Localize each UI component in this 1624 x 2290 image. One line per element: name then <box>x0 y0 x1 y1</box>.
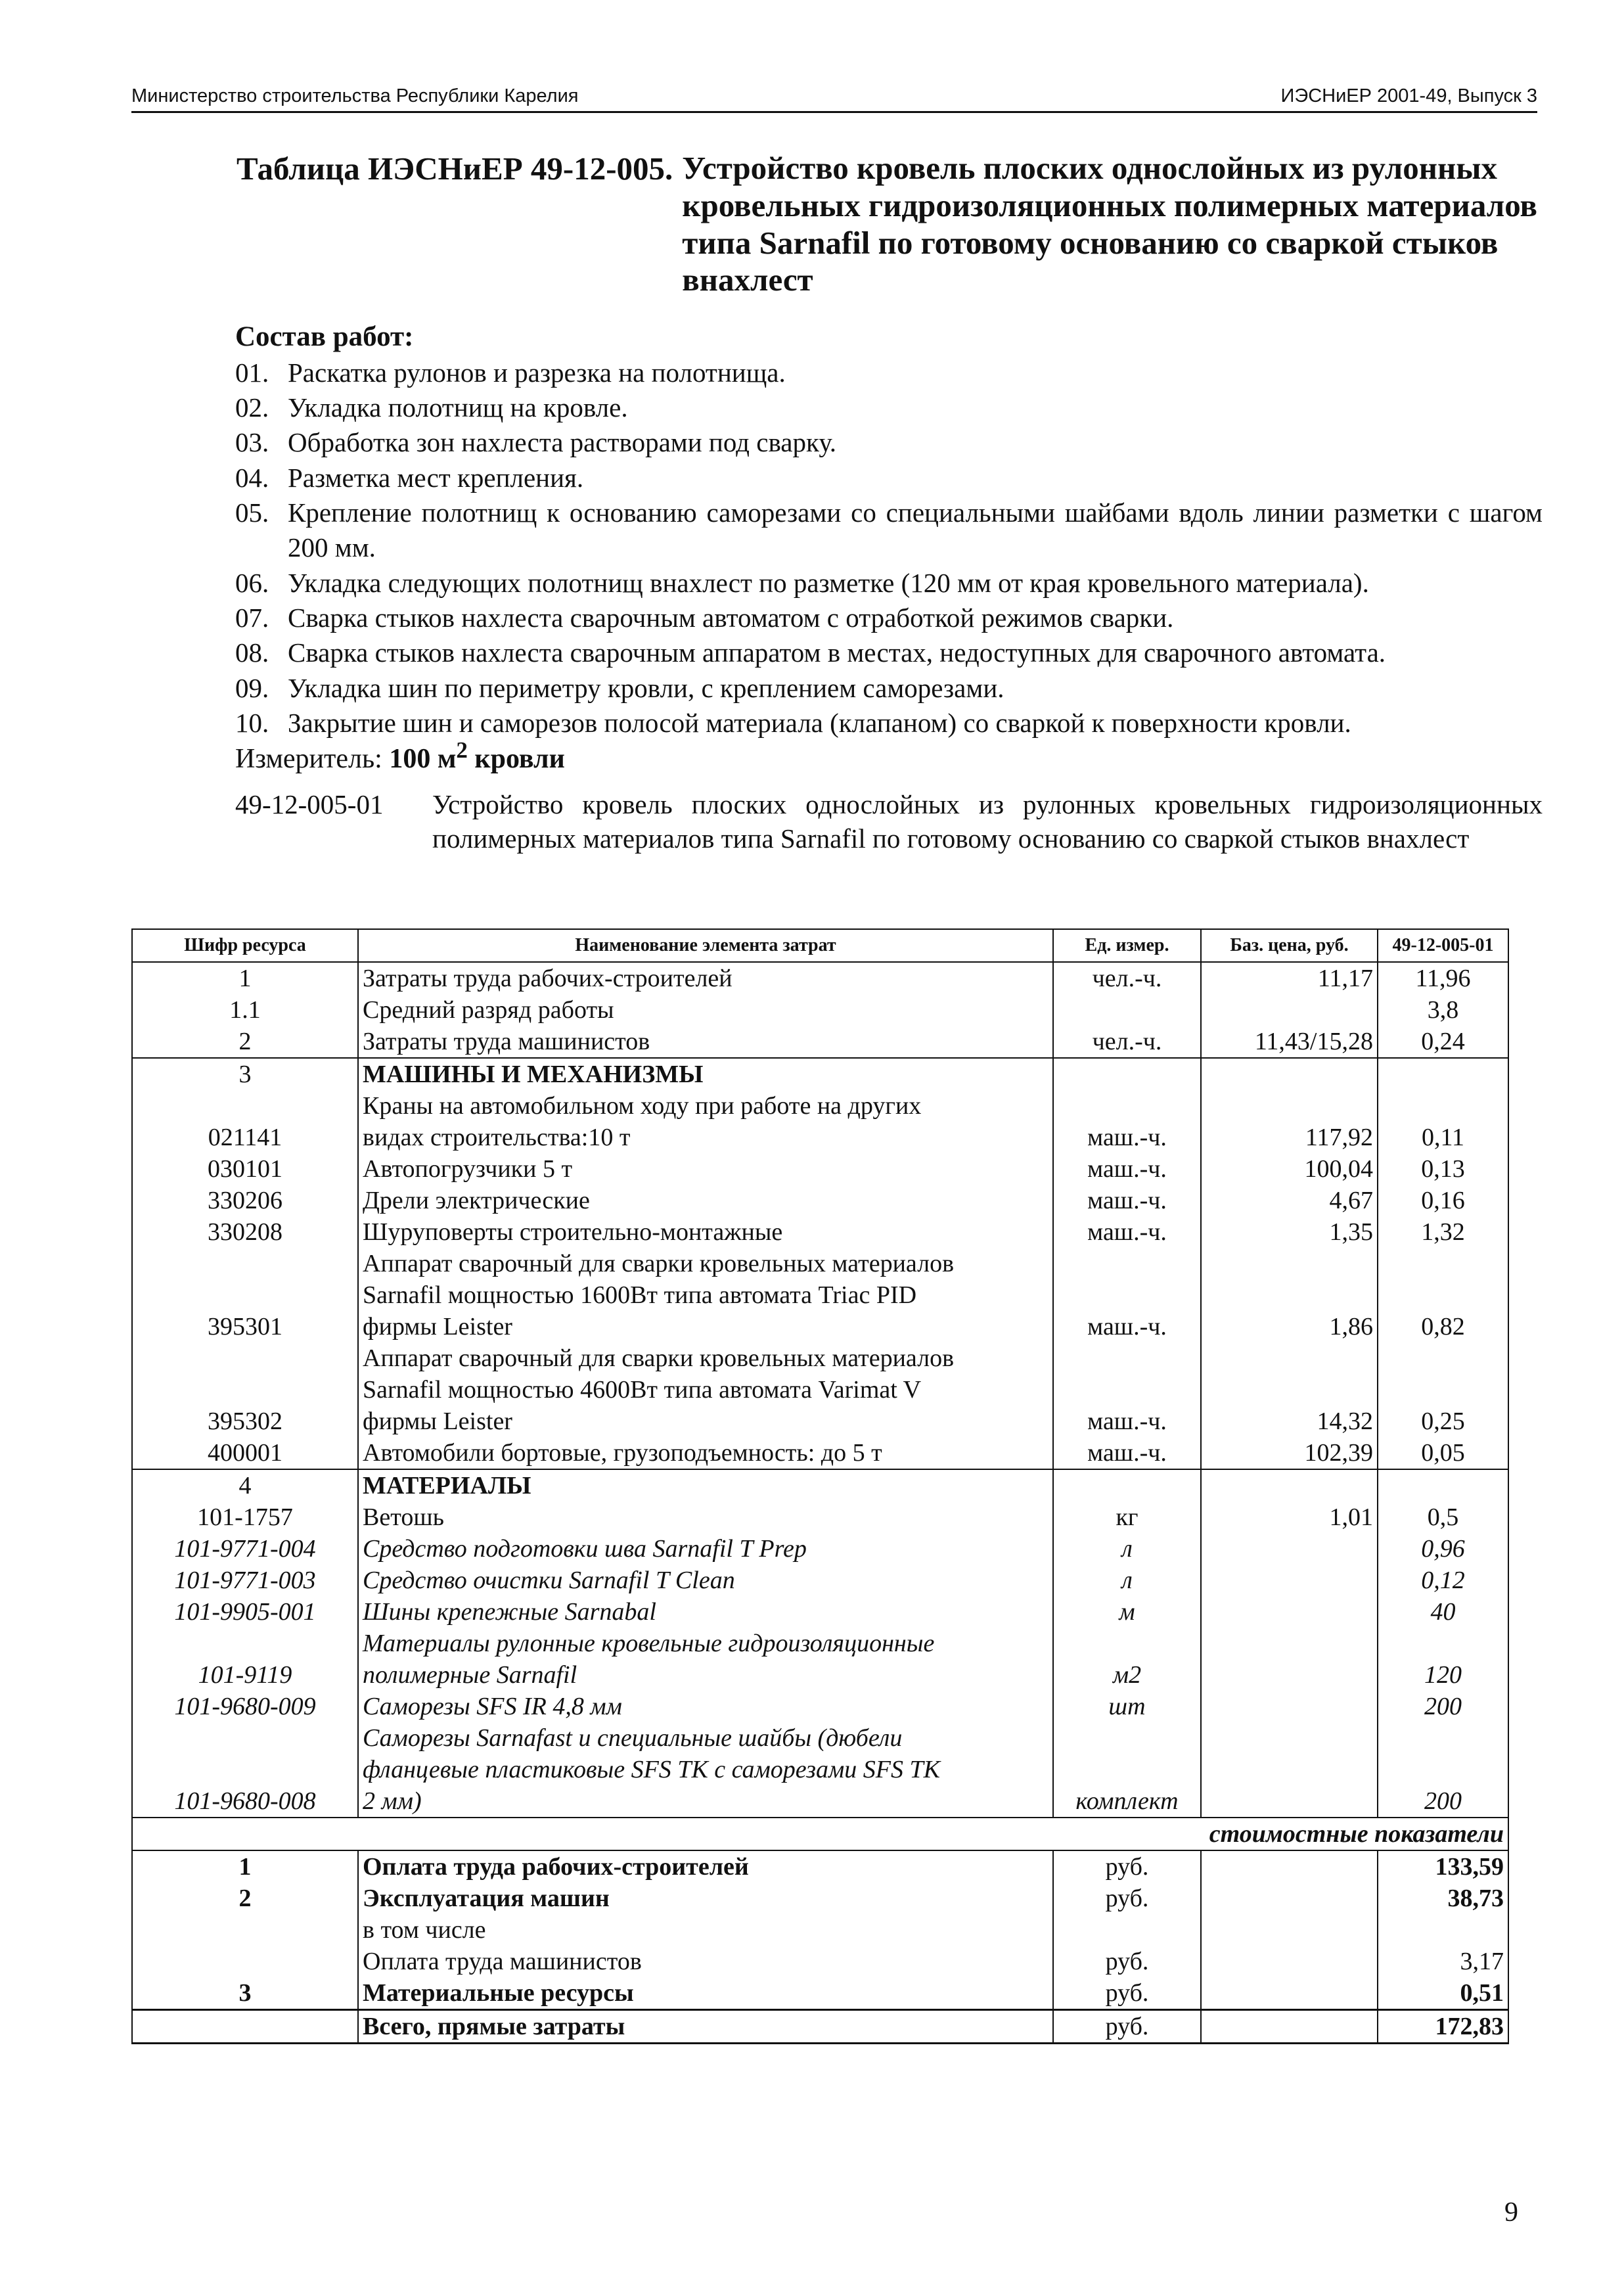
cost-element-name <box>358 1185 1053 1216</box>
table-row <box>132 1628 1508 1691</box>
table-row <box>132 1469 1508 1501</box>
unit: л <box>1053 1533 1201 1565</box>
base-price <box>1201 1596 1378 1628</box>
cost-element-name: Затраты труда машинистов <box>358 1026 1053 1058</box>
cost-value: 0,51 <box>1378 1977 1508 2010</box>
base-price <box>1201 1469 1378 1501</box>
base-price: 11,43/15,28 <box>1201 1026 1378 1058</box>
norm-value: 0,24 <box>1378 1026 1508 1058</box>
section-code: 3 <box>132 1058 358 1090</box>
header-collection: ИЭСНиЕР 2001-49, Выпуск 3 <box>1280 85 1537 106</box>
works-list <box>235 319 1543 741</box>
work-item-num: 03. <box>235 427 269 458</box>
table-row <box>132 1501 1508 1533</box>
name-line: Аппарат сварочный для сварки кровельных материалов <box>363 1344 955 1372</box>
cost-element-name <box>358 1501 1053 1533</box>
meter-label: Измеритель: <box>235 744 382 774</box>
name-line: Автомобили бортовые, грузоподъемность: до 5 т <box>363 1439 882 1467</box>
work-item-text: Раскатка рулонов и разрезка на полотнища. <box>288 357 786 388</box>
base-price <box>1201 1058 1378 1090</box>
cost-element-name: Затраты труда рабочих-строителей <box>358 962 1053 994</box>
norm-value: 0,13 <box>1378 1153 1508 1185</box>
work-item-text: Крепление полотнищ к основанию саморезами со специальными шайбами вдоль линии разметки с шагом 200 мм. <box>288 497 1543 563</box>
work-item-text: Закрытие шин и саморезов полосой материала (клапаном) со сваркой к поверхности кровли. <box>288 707 1351 738</box>
work-item-text: Укладка полотнищ на кровле. <box>288 392 628 423</box>
table-title <box>237 150 1544 299</box>
work-item-num: 10. <box>235 707 269 738</box>
name-line: фирмы Leister <box>363 1313 512 1340</box>
work-item-num: 06. <box>235 567 269 598</box>
cost-value: 3,17 <box>1378 1946 1508 1977</box>
norm-value: 1,32 <box>1378 1216 1508 1248</box>
table-body <box>132 962 1508 2044</box>
work-item-num: 04. <box>235 462 269 493</box>
cost-value: 133,59 <box>1378 1850 1508 1883</box>
cost-element-name <box>358 1216 1053 1248</box>
title-text: Устройство кровель плоских однослойных из рулонных кровельных гидроизоляционных полимерных материалов типа Sarnafil по готовому основанию со сваркой стыков внахлест <box>682 150 1538 298</box>
table-row <box>132 1977 1508 2010</box>
norm-value: 0,05 <box>1378 1437 1508 1469</box>
table-row <box>132 1565 1508 1596</box>
total-name: Всего, прямые затраты <box>358 2010 1053 2044</box>
section-title-materials: МАТЕРИАЛЫ <box>358 1469 1053 1501</box>
work-item-num: 08. <box>235 637 269 668</box>
norm-value: 0,96 <box>1378 1533 1508 1565</box>
unit: м <box>1053 1596 1201 1628</box>
name-line: Материалы рулонные кровельные гидроизоляционные <box>363 1630 935 1657</box>
cost-element-name <box>358 1722 1053 1818</box>
norm-value: 0,16 <box>1378 1185 1508 1216</box>
norm-value: 0,11 <box>1378 1090 1508 1153</box>
name-line: полимерные Sarnafil <box>363 1661 577 1689</box>
name-line: Sarnafil мощностью 4600Вт типа автомата Varimat V <box>363 1376 922 1404</box>
norm-code: 49-12-005-01 <box>235 789 384 819</box>
norm-value: 200 <box>1378 1691 1508 1722</box>
cost-name: Оплата труда рабочих-строителей <box>358 1850 1053 1883</box>
base-price: 4,67 <box>1201 1185 1378 1216</box>
norm-value: 0,12 <box>1378 1565 1508 1596</box>
th-code: Шифр ресурса <box>132 929 358 962</box>
table-row <box>132 1914 1508 1946</box>
unit: руб. <box>1053 1883 1201 1914</box>
norm-value: 0,82 <box>1378 1248 1508 1342</box>
work-item-text: Разметка мест крепления. <box>288 462 584 493</box>
work-item <box>235 706 1543 741</box>
work-item-text: Укладка шин по периметру кровли, с креплением саморезами. <box>288 672 1004 703</box>
cost-value <box>1378 1914 1508 1946</box>
table-row <box>132 1818 1508 1850</box>
work-item <box>235 566 1543 601</box>
th-norm: 49-12-005-01 <box>1378 929 1508 962</box>
base-price: 1,01 <box>1201 1501 1378 1533</box>
cost-code <box>132 1946 358 1977</box>
unit: руб. <box>1053 1850 1201 1883</box>
resource-code: 101-9119 <box>132 1628 358 1691</box>
cost-element-name <box>358 1628 1053 1691</box>
base-price: 1,35 <box>1201 1216 1378 1248</box>
resource-code: 101-9680-008 <box>132 1722 358 1818</box>
unit: комплект <box>1053 1722 1201 1818</box>
unit: кг <box>1053 1501 1201 1533</box>
base-price <box>1201 1565 1378 1596</box>
work-item <box>235 601 1543 635</box>
norm-value: 120 <box>1378 1628 1508 1691</box>
table-row <box>132 2010 1508 2044</box>
base-price <box>1201 1722 1378 1818</box>
resource-code: 330208 <box>132 1216 358 1248</box>
title-prefix: Таблица ИЭСНиЕР 49-12-005. <box>237 150 673 187</box>
unit: руб. <box>1053 2010 1201 2044</box>
cost-code: 1 <box>132 1850 358 1883</box>
cost-code: 3 <box>132 1977 358 2010</box>
norm-description: Устройство кровель плоских однослойных из рулонных кровельных гидроизоляционных полимерных материалов типа Sarnafil по готовому основанию со сваркой стыков внахлест <box>432 789 1543 854</box>
base-price <box>1201 1691 1378 1722</box>
th-price: Баз. цена, руб. <box>1201 929 1378 962</box>
base-price <box>1201 1883 1378 1914</box>
cost-name: в том числе <box>358 1914 1053 1946</box>
unit: маш.-ч. <box>1053 1342 1201 1437</box>
work-item <box>235 390 1543 425</box>
unit: маш.-ч. <box>1053 1216 1201 1248</box>
work-item <box>235 495 1543 566</box>
unit: м2 <box>1053 1628 1201 1691</box>
page-number: 9 <box>1504 2197 1518 2228</box>
work-item-num: 01. <box>235 357 269 388</box>
table-row <box>132 962 1508 994</box>
section-title-machines: МАШИНЫ И МЕХАНИЗМЫ <box>358 1058 1053 1090</box>
table-header-row <box>132 929 1508 962</box>
cost-element-name <box>358 1153 1053 1185</box>
table-row <box>132 1850 1508 1883</box>
name-line: фланцевые пластиковые SFS TK с саморезами SFS TK <box>363 1756 940 1783</box>
resource-code: 021141 <box>132 1090 358 1153</box>
name-line: Аппарат сварочный для сварки кровельных материалов <box>363 1250 955 1277</box>
work-item-text: Сварка стыков нахлеста сварочным аппаратом в местах, недоступных для сварочного автомата. <box>288 637 1386 668</box>
norm-value: 40 <box>1378 1596 1508 1628</box>
resource-code: 101-1757 <box>132 1501 358 1533</box>
work-item-text: Обработка зон нахлеста растворами под сварку. <box>288 427 836 458</box>
norm-value <box>1378 1058 1508 1090</box>
resource-code: 2 <box>132 1026 358 1058</box>
table-row <box>132 1216 1508 1248</box>
table-row <box>132 1596 1508 1628</box>
resource-code: 101-9905-001 <box>132 1596 358 1628</box>
unit <box>1053 1914 1201 1946</box>
cost-element-name <box>358 1565 1053 1596</box>
cost-code: 2 <box>132 1883 358 1914</box>
unit: руб. <box>1053 1946 1201 1977</box>
cost-element-name: Средний разряд работы <box>358 994 1053 1026</box>
meter-sup: 2 <box>456 737 468 763</box>
base-price: 11,17 <box>1201 962 1378 994</box>
table-row <box>132 1691 1508 1722</box>
section-code: 4 <box>132 1469 358 1501</box>
meter-unit: кровли <box>474 744 565 774</box>
name-line: Средство очистки Sarnafil T Clean <box>363 1567 735 1594</box>
unit: маш.-ч. <box>1053 1090 1201 1153</box>
table-row <box>132 1248 1508 1342</box>
norm-value: 0,5 <box>1378 1501 1508 1533</box>
table-row <box>132 1153 1508 1185</box>
cost-element-name <box>358 1596 1053 1628</box>
base-price <box>1201 1533 1378 1565</box>
table-row <box>132 1533 1508 1565</box>
base-price: 14,32 <box>1201 1342 1378 1437</box>
work-item-num: 07. <box>235 602 269 633</box>
work-item <box>235 355 1543 390</box>
norm-value: 0,25 <box>1378 1342 1508 1437</box>
name-line: 2 мм) <box>363 1787 422 1815</box>
unit: чел.-ч. <box>1053 962 1201 994</box>
work-item <box>235 671 1543 706</box>
name-line: видах строительства:10 т <box>363 1124 631 1151</box>
work-item-text: Укладка следующих полотнищ внахлест по разметке (120 мм от края кровельного материала). <box>288 567 1369 598</box>
table-row <box>132 1185 1508 1216</box>
table-row <box>132 994 1508 1026</box>
cost-value: 38,73 <box>1378 1883 1508 1914</box>
cost-name: Материальные ресурсы <box>358 1977 1053 2010</box>
resource-code: 330206 <box>132 1185 358 1216</box>
norm-value: 11,96 <box>1378 962 1508 994</box>
cost-element-name <box>358 1248 1053 1342</box>
th-name: Наименование элемента затрат <box>358 929 1053 962</box>
base-price <box>1201 2010 1378 2044</box>
cost-code <box>132 1914 358 1946</box>
name-line: Краны на автомобильном ходу при работе на других <box>363 1092 922 1120</box>
cost-element-name <box>358 1691 1053 1722</box>
table-row <box>132 1026 1508 1058</box>
name-line: Sarnafil мощностью 1600Вт типа автомата Triac PID <box>363 1281 917 1309</box>
work-item-text: Сварка стыков нахлеста сварочным автоматом с отработкой режимов сварки. <box>288 602 1174 633</box>
name-line: фирмы Leister <box>363 1408 512 1435</box>
unit <box>1053 1469 1201 1501</box>
norm-code-line <box>235 787 1543 856</box>
resource-code: 395301 <box>132 1248 358 1342</box>
meter-line <box>235 737 565 775</box>
resource-code: 400001 <box>132 1437 358 1469</box>
resource-code: 1.1 <box>132 994 358 1026</box>
cost-indicators-header: стоимостные показатели <box>132 1818 1508 1850</box>
base-price: 102,39 <box>1201 1437 1378 1469</box>
unit <box>1053 994 1201 1026</box>
work-item-num: 02. <box>235 392 269 423</box>
base-price <box>1201 1914 1378 1946</box>
norm-value: 3,8 <box>1378 994 1508 1026</box>
name-line: Автопогрузчики 5 т <box>363 1155 573 1183</box>
work-item <box>235 461 1543 495</box>
base-price: 117,92 <box>1201 1090 1378 1153</box>
base-price <box>1201 1628 1378 1691</box>
name-line: Саморезы SFS IR 4,8 мм <box>363 1693 622 1720</box>
resource-code: 101-9771-003 <box>132 1565 358 1596</box>
base-price <box>1201 994 1378 1026</box>
norm-value: 200 <box>1378 1722 1508 1818</box>
name-line: Средство подготовки шва Sarnafil T Prep <box>363 1535 807 1563</box>
cost-table <box>131 928 1509 2044</box>
unit: чел.-ч. <box>1053 1026 1201 1058</box>
cost-element-name <box>358 1342 1053 1437</box>
resource-code: 395302 <box>132 1342 358 1437</box>
name-line: Ветошь <box>363 1503 444 1531</box>
header-ministry: Министерство строительства Республики Карелия <box>131 85 579 106</box>
work-item <box>235 425 1543 460</box>
resource-code: 1 <box>132 962 358 994</box>
table-row <box>132 1946 1508 1977</box>
norm-value <box>1378 1469 1508 1501</box>
work-item-num: 09. <box>235 672 269 703</box>
resource-code: 101-9771-004 <box>132 1533 358 1565</box>
cost-element-name <box>358 1437 1053 1469</box>
page-header <box>131 85 1537 113</box>
table-row <box>132 1437 1508 1469</box>
works-heading: Состав работ: <box>235 321 414 352</box>
cost-element-name <box>358 1533 1053 1565</box>
resource-code: 030101 <box>132 1153 358 1185</box>
cost-name: Эксплуатация машин <box>358 1883 1053 1914</box>
unit: руб. <box>1053 1977 1201 2010</box>
unit: маш.-ч. <box>1053 1437 1201 1469</box>
base-price <box>1201 1850 1378 1883</box>
unit <box>1053 1058 1201 1090</box>
cost-element-name <box>358 1090 1053 1153</box>
base-price <box>1201 1977 1378 2010</box>
unit: шт <box>1053 1691 1201 1722</box>
meter-value: 100 м <box>389 744 457 774</box>
unit: л <box>1053 1565 1201 1596</box>
total-value: 172,83 <box>1378 2010 1508 2044</box>
table-row <box>132 1090 1508 1153</box>
unit: маш.-ч. <box>1053 1248 1201 1342</box>
th-unit: Ед. измер. <box>1053 929 1201 962</box>
name-line: Шуруповерты строительно-монтажные <box>363 1218 783 1246</box>
base-price: 100,04 <box>1201 1153 1378 1185</box>
work-item-num: 05. <box>235 497 269 528</box>
name-line: Шины крепежные Sarnabal <box>363 1598 656 1626</box>
table-row <box>132 1058 1508 1090</box>
name-line: Дрели электрические <box>363 1187 590 1214</box>
table-row <box>132 1883 1508 1914</box>
table-row <box>132 1722 1508 1818</box>
name-line: Саморезы Sarnafast и специальные шайбы (дюбели <box>363 1724 903 1752</box>
resource-code: 101-9680-009 <box>132 1691 358 1722</box>
cost-name: Оплата труда машинистов <box>358 1946 1053 1977</box>
base-price: 1,86 <box>1201 1248 1378 1342</box>
table-row <box>132 1342 1508 1437</box>
unit: маш.-ч. <box>1053 1153 1201 1185</box>
unit: маш.-ч. <box>1053 1185 1201 1216</box>
works-items <box>235 355 1543 741</box>
work-item <box>235 635 1543 670</box>
total-code <box>132 2010 358 2044</box>
base-price <box>1201 1946 1378 1977</box>
